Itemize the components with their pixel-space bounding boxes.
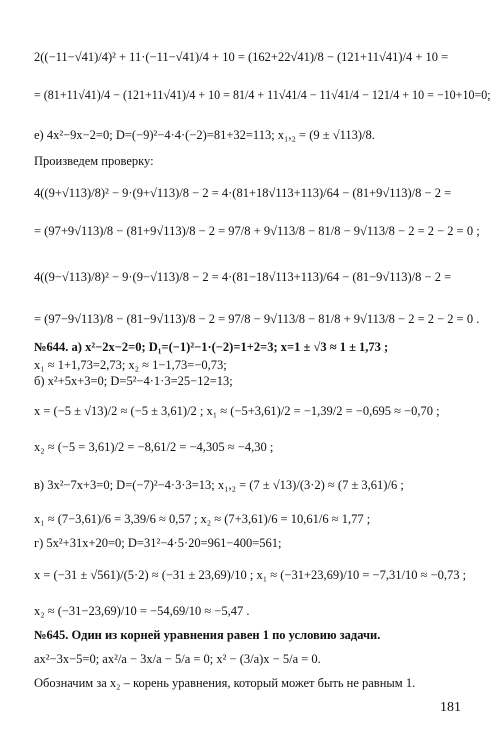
page-number: 181	[440, 700, 461, 715]
line-4: Произведем проверку:	[34, 154, 154, 168]
line-3: е) 4x²−9x−2=0; D=(−9)²−4·4·(−2)=81+32=113; x₁,₂ = (9 ± √113)/8.	[34, 128, 375, 142]
line-19: №645. Один из корней уравнения равен 1 по условию задачи.	[34, 628, 381, 642]
line-13: x₂ ≈ (−5 = 3,61)/2 = −8,61/2 = −4,305 ≈ −4,30 ;	[34, 440, 274, 454]
line-10: x₁ ≈ 1+1,73=2,73; x₂ ≈ 1−1,73=−0,73;	[34, 358, 227, 372]
line-7: 4((9−√113)/8)² − 9·(9−√113)/8 − 2 = 4·(81−18√113+113)/64 − (81−9√113)/8 − 2 =	[34, 270, 452, 284]
line-2: = (81+11√41)/4 − (121+11√41)/4 + 10 = 81/4 + 11√41/4 − 11√41/4 − 121/4 + 10 = −10+10=0;	[34, 88, 491, 102]
line-16: г) 5x²+31x+20=0; D=31²−4·5·20=961−400=561;	[34, 536, 282, 550]
line-15: x₁ ≈ (7−3,61)/6 = 3,39/6 ≈ 0,57 ; x₂ ≈ (7+3,61)/6 = 10,61/6 ≈ 1,77 ;	[34, 512, 371, 526]
line-20: ax²−3x−5=0; ax²/a − 3x/a − 5/a = 0; x² − (3/a)x − 5/a = 0.	[34, 652, 321, 666]
line-8: = (97−9√113)/8 − (81−9√113)/8 − 2 = 97/8 − 9√113/8 − 81/8 + 9√113/8 − 2 = 2 − 2 = 0 .	[34, 312, 480, 326]
line-14: в) 3x²−7x+3=0; D=(−7)²−4·3·3=13; x₁,₂ = (7 ± √13)/(3·2) ≈ (7 ± 3,61)/6 ;	[34, 478, 404, 492]
line-5: 4((9+√113)/8)² − 9·(9+√113)/8 − 2 = 4·(81+18√113+113)/64 − (81+9√113)/8 − 2 =	[34, 186, 452, 200]
line-17: x = (−31 ± √561)/(5·2) ≈ (−31 ± 23,69)/10 ; x₁ ≈ (−31+23,69)/10 = −7,31/10 ≈ −0,73 ;	[34, 568, 467, 582]
line-12: x = (−5 ± √13)/2 ≈ (−5 ± 3,61)/2 ; x₁ ≈ (−5+3,61)/2 = −1,39/2 = −0,695 ≈ −0,70 ;	[34, 404, 440, 418]
line-11: б) x²+5x+3=0; D=5²−4·1·3=25−12=13;	[34, 374, 233, 388]
line-6: = (97+9√113)/8 − (81+9√113)/8 − 2 = 97/8 + 9√113/8 − 81/8 − 9√113/8 − 2 = 2 − 2 = 0 ;	[34, 224, 480, 238]
line-18: x₂ ≈ (−31−23,69)/10 = −54,69/10 ≈ −5,47 .	[34, 604, 250, 618]
line-9: №644. а) x²−2x−2=0; D₁=(−1)²−1·(−2)=1+2=3; x=1 ± √3 ≈ 1 ± 1,73 ;	[34, 340, 389, 354]
line-21: Обозначим за x₂ – корень уравнения, который может быть не равным 1.	[34, 676, 416, 690]
line-1: 2((−11−√41)/4)² + 11·(−11−√41)/4 + 10 = (162+22√41)/8 − (121+11√41)/4 + 10 =	[34, 50, 449, 64]
